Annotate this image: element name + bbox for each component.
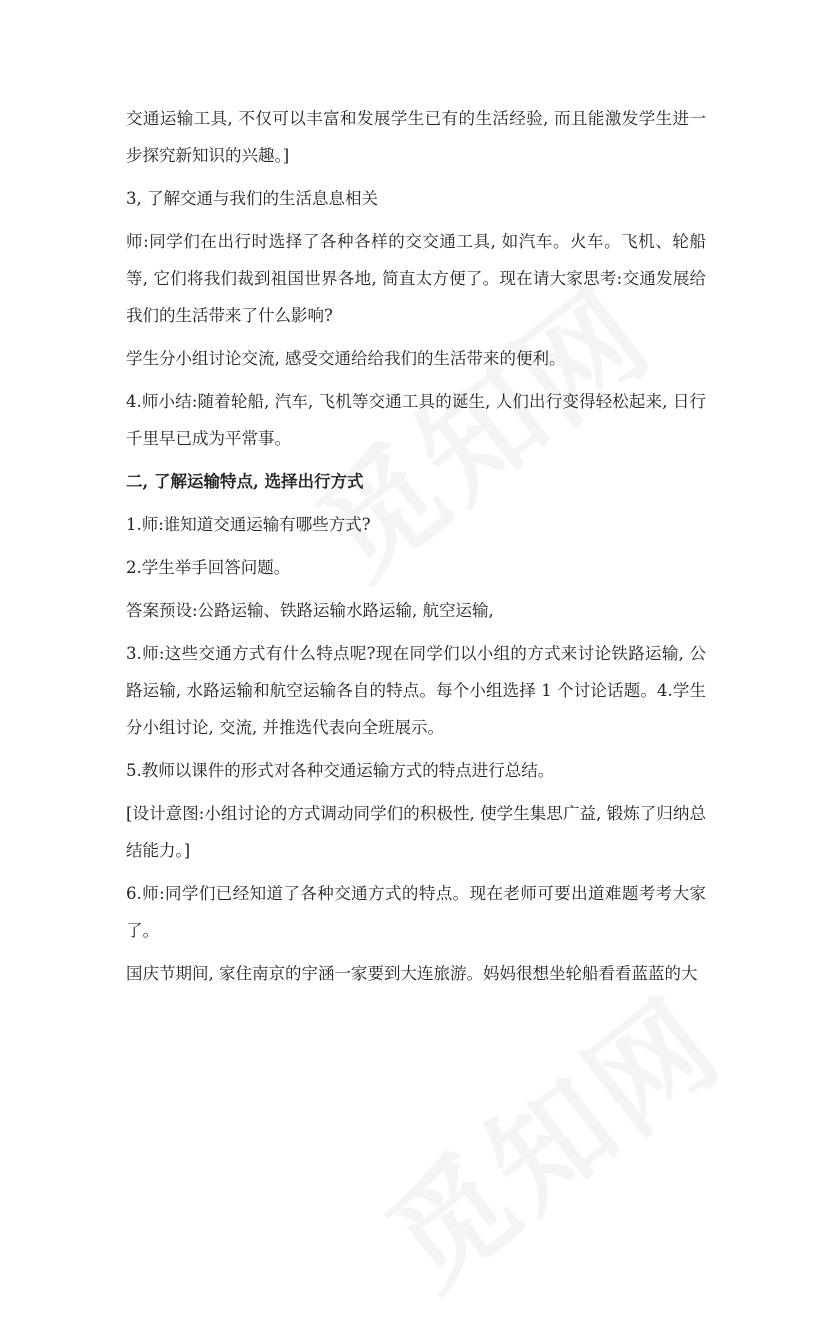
paragraph: 2.学生举手回答问题。 [126, 558, 291, 577]
watermark [347, 952, 751, 1320]
paragraph: 4.师小结:随着轮船, 汽车, 飞机等交通工具的诞生, 人们出行变得轻松起来, 日行千里早已成为平常事。 [126, 392, 706, 448]
paragraph: 学生分小组讨论交流, 感受交通给给我们的生活带来的便利。 [126, 349, 566, 368]
paragraph: 3, 了解交通与我们的生活息息相关 [126, 189, 378, 208]
paragraph: 交通运输工具, 不仅可以丰富和发展学生已有的生活经验, 而且能激发学生进一步探究新知识的兴趣。] [126, 109, 706, 165]
paragraph: 答案预设:公路运输、铁路运输水路运输, 航空运输, [126, 601, 494, 620]
paragraph: 1.师:谁知道交通运输有哪些方式? [126, 515, 371, 534]
paragraph: 3.师:这些交通方式有什么特点呢?现在同学们以小组的方式来讨论铁路运输, 公路运输, 水路运输和航空运输各自的特点。每个小组选择 1 个讨论话题。4.学生分小组讨论, 交流, 并推选代表向全班展示。 [126, 644, 706, 737]
paragraph: 国庆节期间, 家住南京的宇涵一家要到大连旅游。妈妈很想坐轮船看看蓝蓝的大 [126, 964, 698, 983]
paragraph: 师:同学们在出行时选择了各种各样的交交通工具, 如汽车。火车。飞机、轮船等, 它们将我们裁到祖国世界各地, 简直太方便了。现在请大家思考:交通发展给我们的生活带来了什么影响? [126, 232, 706, 325]
paragraph: [设计意图:小组讨论的方式调动同学们的积极性, 使学生集思广益, 锻炼了归纳总结能力。] [126, 804, 706, 860]
document-body [126, 100, 706, 992]
paragraph: 5.教师以课件的形式对各种交通运输方式的特点进行总结。 [126, 761, 555, 780]
paragraph: 6.师:同学们已经知道了各种交通方式的特点。现在老师可要出道难题考考大家了。 [126, 884, 706, 940]
section-heading: 二, 了解运输特点, 选择出行方式 [126, 472, 364, 491]
